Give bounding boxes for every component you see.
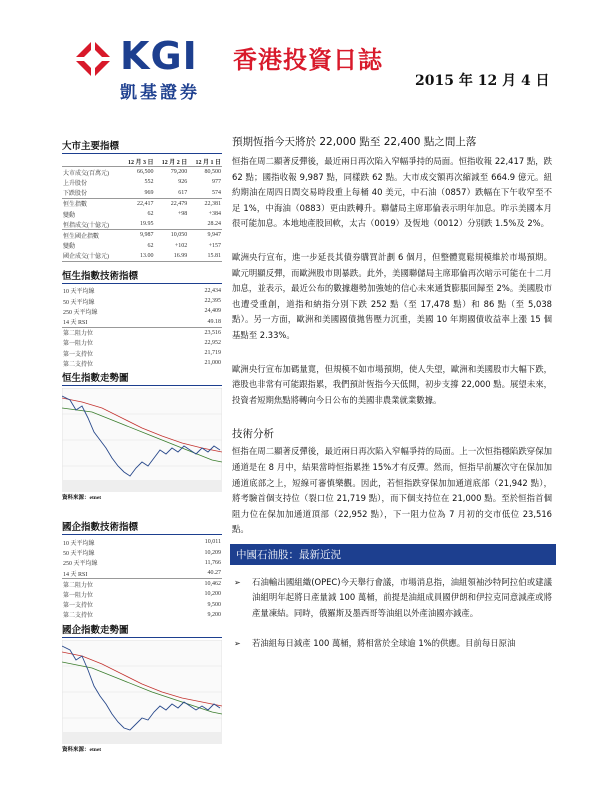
bullet-text: 若油組每日減產 100 萬桶，將相當於全球逾 1%的供應。目前每日原油 (252, 637, 516, 648)
cell: 10,050 (155, 230, 189, 241)
hsce-chart (62, 640, 222, 744)
cell: 22,479 (155, 198, 189, 209)
cell: 23,516 (168, 327, 222, 338)
cell: 10,209 (204, 549, 221, 556)
cell: 11,766 (204, 559, 221, 566)
row-label: 14 天 RSI (63, 571, 88, 578)
cell: 10,462 (168, 579, 222, 590)
cell: 574 (212, 189, 221, 196)
hsi-chart-title: 恒生指數走勢圖 (62, 370, 222, 386)
focus-section-bar: 中國石油股：最新近況 (230, 544, 556, 565)
row-label: 第一支持位 (63, 351, 94, 358)
cell: 79,200 (155, 167, 189, 178)
cell: 66,500 (121, 167, 155, 178)
cell (155, 219, 189, 230)
hsce-chart-graphic (62, 640, 222, 744)
cell: 22,952 (204, 339, 221, 346)
row-label: 變動 (63, 244, 76, 251)
market-indicators-title: 大市主要指標 (62, 138, 222, 154)
cell: 28.24 (207, 221, 221, 228)
hsi-chart-source: 資料來源：etnet (62, 495, 102, 502)
kgi-logo (72, 34, 212, 103)
table-row (62, 209, 222, 219)
hsi-chart-graphic (62, 388, 222, 492)
volume-strip (62, 732, 222, 744)
row-label: 第一阻力位 (63, 592, 94, 599)
table-row (62, 286, 222, 296)
cell: 9,947 (188, 230, 222, 241)
row-label: 恒指成交(十億元) (63, 222, 109, 229)
row-label: 第二阻力位 (62, 579, 168, 590)
table-row (62, 338, 222, 348)
table-row (62, 251, 222, 262)
market-indicators-table (62, 156, 222, 262)
row-label: 第一阻力位 (63, 341, 94, 348)
cell: 10,011 (204, 539, 221, 546)
row-label: 恒生國企指數 (62, 230, 121, 241)
hsi-chart (62, 388, 222, 492)
cell: 9,500 (207, 601, 221, 608)
table-row (62, 358, 222, 368)
cell: +384 (208, 211, 221, 218)
table-header-cell: 12 月 2 日 (161, 159, 188, 166)
cell: 22,434 (204, 287, 221, 294)
cell: 49.18 (207, 318, 221, 325)
row-label: 變動 (63, 212, 76, 219)
article-column (232, 134, 552, 665)
cell: 24,409 (204, 308, 221, 315)
cell: 9,200 (207, 611, 221, 618)
paragraph: 歐洲央行宣布加碼量寬，但規模不如市場預期，使人失望，歐洲和美國股市大幅下跌，港股也非常有可能跟指累，我們預計恆指今天低開，初步支撐 22,000 點。展望未來，投資者短期焦點將轉向今日公布的美國非農業就業數據。 (232, 363, 552, 405)
bullet-text: 石油輸出國組織(OPEC)今天舉行會議，市場消息指，油組領袖沙特阿拉伯或建議油組明年起將日產量減 100 萬桶，前提是油組成員國伊朗和伊拉克同意減產或將產量凍結。同時，俄羅斯及墨西哥等油組以外產油國亦減產。 (252, 576, 552, 619)
table-row (62, 306, 222, 316)
cell: +157 (208, 242, 221, 249)
bullet-list (232, 575, 552, 651)
row-label: 第二支持位 (63, 361, 94, 368)
cell: 617 (178, 189, 188, 196)
row-label: 50 天平均線 (63, 299, 95, 306)
arrow-bullet-icon: ➢ (234, 577, 241, 587)
table-row (62, 316, 222, 327)
table-header-cell: 12 月 3 日 (128, 159, 154, 166)
arrow-bullet-icon: ➢ (234, 638, 241, 648)
cell: 969 (144, 189, 154, 196)
table-row (62, 610, 222, 620)
table-header-row (62, 156, 222, 167)
table-row (62, 241, 222, 251)
table-row (62, 548, 222, 558)
paragraph: 歐洲央行宣布，進一步延長其債券購買計劃 6 個月，但整體寬鬆規模維於市場預期。歐元明顯反彈，而歐洲股市則暴跌。此外，美國聯儲局主席耶倫再次暗示可能在十二月加息，並表示，最近公布的數據趨勢加強她的信心未來通貨膨脹回歸至 2%。美國股市也遭受重創，道指和納指分別下跌 252 點（至 17,478 點）和 86 點（至 5,038 點）。另一方面，歐洲和美國國債拋售壓力沉重，美國 10 年期國債收益率上漲 15 個基點至 2.33%。 (232, 251, 552, 340)
table-row (62, 568, 222, 579)
paragraph: 恒指在周二顯著反彈後，最近兩日再次陷入窄幅爭持的局面。恒指收報 22,417 點，跌 62 點；國指收報 9,987 點，同樣跌 62 點。大市成交額再次縮減至 664.9 億元。紐約期油在周四日間交易時段重上每桶 40 美元，中石油（0857）跌幅在下午收窄至不足 1%，中海油（0883）更由跌轉升。聯儲局主席耶倫表示明年加息。昨示美國本月很可能加息。本地地產股回軟，太古（0019）及恆地（0012）分別跌 1.5%及 2%。 (232, 156, 552, 229)
cell: 22,381 (188, 198, 222, 209)
table-header-cell (62, 156, 121, 167)
article-headline: 預期恆指今天將於 22,000 點至 22,400 點之間上落 (232, 136, 477, 148)
brand-name: KGI (120, 34, 198, 78)
row-label: 10 天平均線 (63, 289, 95, 296)
table-row (62, 219, 222, 230)
cell: 19.95 (140, 221, 154, 228)
list-item (232, 636, 552, 652)
brand-name-cn: 凱基證券 (120, 83, 200, 103)
table-row (62, 537, 222, 547)
report-title: 香港投資日誌 (233, 46, 383, 74)
row-label: 250 天平均線 (63, 309, 98, 316)
table-row (62, 167, 222, 178)
row-label: 上升股份 (63, 180, 88, 187)
table-row (62, 348, 222, 358)
cell: 22,395 (204, 298, 221, 305)
cell: 10,200 (204, 591, 221, 598)
volume-strip (62, 480, 222, 492)
cell: 13.00 (121, 251, 155, 262)
row-label: 10 天平均線 (63, 540, 95, 547)
row-label: 下跌股份 (63, 191, 88, 198)
left-column (62, 138, 222, 753)
row-label: 國企成交(十億元) (62, 251, 121, 262)
hsce-tech-title: 國企指數技術指標 (62, 519, 222, 535)
row-label: 第二阻力位 (62, 327, 168, 338)
report-date: 2015 年 12 月 4 日 (415, 73, 550, 89)
cell: +98 (177, 211, 188, 218)
row-label: 14 天 RSI (63, 320, 88, 327)
table-row (62, 579, 222, 590)
paragraph: 恒指在周二顯著反彈後，最近兩日再次陷入窄幅爭持的局面。上一次恒指穩陷跌穿保加通道是在 8 月中，結果當時恒指累挫 15%才有反彈。然而，恒指早前屢次守在保加加通道底部之上，短線可審慎樂觀。因此，若恒指跌穿保加加通道底部（21,942 點），將考驗首個支持位（裂口位 21,719 點），而下個支持位在 21,000 點。至於恒指首個阻力位在保加加通道頂部（22,952 點），下一阻力位為 7 月初的交市低位 23,516 點。 (232, 446, 552, 535)
hsce-tech-table (62, 537, 222, 620)
cell: 22,417 (121, 198, 155, 209)
table-header-cell: 12 月 1 日 (195, 159, 221, 166)
cell: 15.81 (188, 251, 222, 262)
table-row (62, 558, 222, 568)
row-label: 50 天平均線 (63, 551, 95, 558)
cell: 21,000 (204, 360, 221, 367)
list-item (232, 575, 552, 622)
hsi-tech-title: 恒生指數技術指標 (62, 268, 222, 284)
cell: 16.99 (155, 251, 189, 262)
table-row (62, 589, 222, 599)
cell: 40.27 (207, 570, 221, 577)
row-label: 250 天平均線 (63, 561, 98, 568)
row-label: 恒生指數 (62, 198, 121, 209)
table-row (62, 188, 222, 199)
hsi-tech-table (62, 286, 222, 369)
technical-analysis-heading: 技術分析 (232, 428, 274, 441)
table-row (62, 198, 222, 209)
cell: 80,500 (188, 167, 222, 178)
row-label: 大市成交(百萬元) (62, 167, 121, 178)
table-row (62, 230, 222, 241)
hsce-chart-title: 國企指數走勢圖 (62, 622, 222, 638)
row-label: 第二支持位 (63, 613, 94, 620)
cell: 62 (147, 242, 154, 249)
cell: +102 (174, 242, 188, 249)
cell: 552 (144, 179, 154, 186)
table-row (62, 327, 222, 338)
table-row (62, 600, 222, 610)
hsce-chart-source: 資料來源：etnet (62, 746, 102, 753)
cell: 62 (147, 211, 154, 218)
cell: 21,719 (204, 350, 221, 357)
cell: 9,987 (121, 230, 155, 241)
table-row (62, 177, 222, 187)
kgi-diamond-icon (72, 38, 114, 80)
row-label: 第一支持位 (63, 603, 94, 610)
table-row (62, 296, 222, 306)
cell: 926 (178, 179, 188, 186)
cell: 977 (212, 179, 221, 186)
